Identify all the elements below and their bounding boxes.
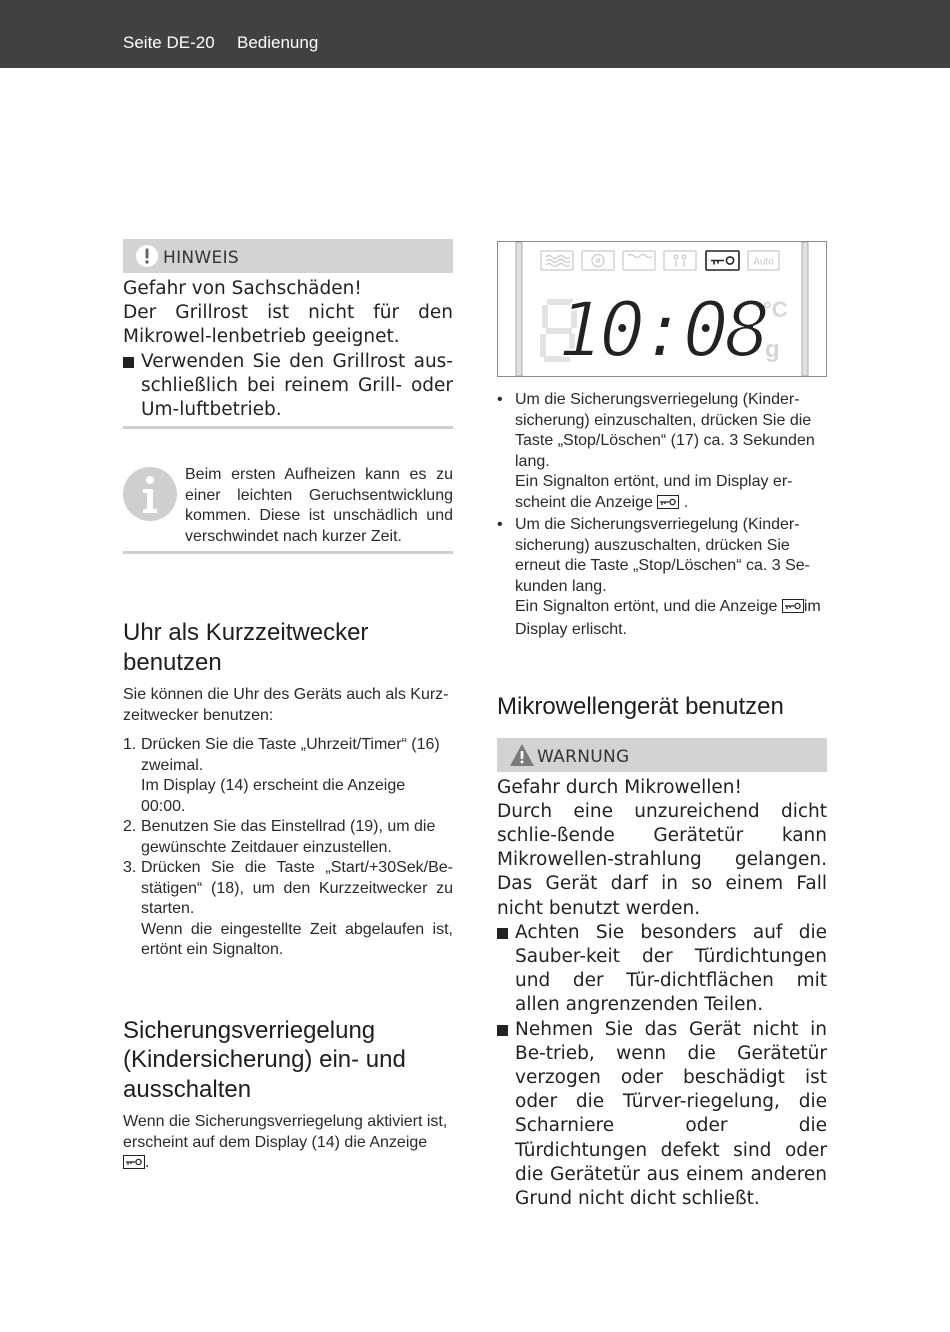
microwave-icon: [541, 251, 573, 270]
hinweis-bullet: Verwenden Sie den Grillrost aus-schließlich bei reinem Grill- oder Um-luftbetrieb.: [123, 350, 453, 423]
lock-title-line3: ausschalten: [123, 1075, 252, 1103]
info-box: [123, 465, 453, 553]
list-item: [497, 515, 827, 640]
warning-triangle-icon: [509, 743, 535, 772]
info-text: Beim ersten Aufheizen kann es zu einer leichten Geruchsentwicklung kommen. Diese ist unschädlich und verschwindet nach kurzer Zeit.: [185, 466, 453, 545]
key-icon: [782, 599, 804, 620]
lock-step-text: Um die Sicherungsverriegelung (Kinder-sicherung) einzuschalten, drücken Sie die Taste „Stop/Löschen“ (17) ca. 3 Sekunden lang.: [515, 391, 815, 470]
lock-step-im: im: [803, 598, 821, 615]
warning-body: [497, 772, 827, 1212]
warning-line1: Gefahr durch Mikrowellen!: [497, 776, 742, 798]
hinweis-line2: Der Grillrost ist nicht für den Mikrowel-lenbetrieb geeignet.: [123, 302, 453, 348]
key-icon: [657, 495, 679, 516]
exclamation-icon: [135, 244, 159, 273]
unit-celsius: °C: [763, 297, 788, 322]
lock-step-text: Um die Sicherungsverriegelung (Kinder-sicherung) auszuschalten, drücken Sie erneut die Taste „Stop/Löschen“ ca. 3 Se-kunden lang.: [515, 516, 810, 595]
lock-step-sub-b: scheint die Anzeige: [515, 493, 653, 511]
warning-box: [497, 738, 827, 1212]
key-icon: [123, 1155, 145, 1176]
oven-display: [497, 241, 827, 377]
timer-body: [123, 685, 453, 961]
warning-header: [497, 738, 827, 772]
lock-section: [123, 1016, 453, 1176]
lock-title: [123, 1016, 453, 1105]
hinweis-header: [123, 239, 453, 273]
timer-title-line1: Uhr als Kurzzeitwecker: [123, 619, 369, 647]
lock-intro: Wenn die Sicherungsverriegelung aktiviert ist, erscheint auf dem Display (14) die Anzeige .: [123, 1112, 453, 1176]
step-number: 2.: [123, 818, 137, 836]
list-item: [123, 817, 453, 858]
lock-step-sub-a: Ein Signalton ertönt, und im Display er-: [515, 473, 793, 490]
hinweis-label: HINWEIS: [163, 248, 239, 268]
lock-title-line1: Sicherungsverriegelung: [123, 1016, 376, 1044]
warning-bullet: Nehmen Sie das Gerät nicht in Be-trieb, wenn die Gerätetür verzogen oder beschädigt ist oder die Türver-riegelung, die Scharniere oder die Türdichtungen defekt sind oder die Gerätetür aus einem anderen Grund nicht dicht schließt.: [497, 1018, 827, 1212]
lock-title-line2: (Kindersicherung) ein- und: [123, 1046, 406, 1074]
hinweis-body: [123, 273, 453, 429]
timer-title: [123, 618, 453, 677]
lock-steps: [497, 390, 827, 640]
timer-section: [123, 618, 453, 961]
lock-step-sub-b: Display erlischt.: [515, 620, 628, 638]
info-divider: [123, 551, 453, 554]
timer-intro: Sie können die Uhr des Geräts auch als Kurz-zeitwecker benutzen:: [123, 686, 449, 724]
lock-intro-line2: erscheint auf dem Display (14) die Anzeige: [123, 1133, 428, 1151]
step-text: Benutzen Sie das Einstellrad (19), um die gewünschte Zeitdauer einzustellen.: [141, 818, 436, 856]
step-number: 1.: [123, 736, 137, 754]
unit-gram: g: [765, 336, 780, 363]
info-icon: [123, 467, 177, 526]
hinweis-box: [123, 239, 453, 429]
warning-label: WARNUNG: [537, 746, 630, 767]
section-name: Bedienung: [237, 33, 319, 52]
lock-intro-line1: Wenn die Sicherungsverriegelung aktiviert ist,: [123, 1113, 448, 1131]
fan-icon: [582, 251, 614, 270]
timer-title-line2: benutzen: [123, 648, 222, 676]
right-column: [497, 241, 827, 1211]
list-item: • Um die Sicherungsverriegelung (Kinder-sicherung) einzuschalten, drücken Sie die Taste „Stop/Löschen“ (17) ca. 3 Sekunden lang. Ein Signalton ertönt, und im Display er- scheint die Anzeige .: [497, 390, 827, 515]
display-time: 10:08: [557, 285, 767, 374]
warning-bullet: Achten Sie besonders auf die Sauber-keit der Türdichtungen und der Tür-dichtflächen mit allen angrenzenden Teilen.: [497, 921, 827, 1018]
warning-text: Durch eine unzureichend dicht schlie-ßende Gerätetür kann Mikrowellen-strahlung gelangen. Das Gerät darf in so einem Fall nicht benutzt werden.: [497, 800, 827, 919]
step-text: Drücken Sie die Taste „Start/+30Sek/Be-stätigen“ (18), um den Kurzzeitwecker zu starten.: [141, 859, 453, 918]
lock-step-sub-a: Ein Signalton ertönt, und die Anzeige: [515, 598, 778, 615]
list-item: [123, 735, 453, 817]
step-sub: Wenn die eingestellte Zeit abgelaufen ist, ertönt ein Signalton.: [141, 920, 453, 959]
grill-icon: [623, 251, 655, 270]
microwave-title: Mikrowellengerät benutzen: [497, 693, 784, 720]
step-number: 3.: [123, 859, 137, 877]
page-header: [0, 0, 950, 68]
left-column: [123, 239, 453, 1176]
list-item: [123, 858, 453, 961]
step-sub: Im Display (14) erscheint die Anzeige 00:00.: [141, 777, 406, 815]
hinweis-line1: Gefahr von Sachschäden!: [123, 278, 362, 299]
timer-steps: [123, 735, 453, 961]
page-number: Seite DE-20: [123, 33, 215, 52]
svg-text:Auto: Auto: [753, 256, 774, 268]
step-text: Drücken Sie die Taste „Uhrzeit/Timer“ (16) zweimal.: [141, 736, 440, 774]
combi-icon: [664, 251, 696, 270]
key-icon: [706, 251, 739, 270]
